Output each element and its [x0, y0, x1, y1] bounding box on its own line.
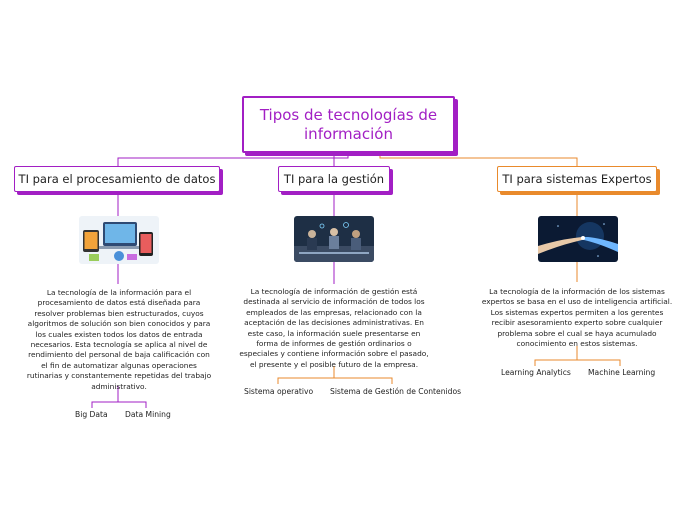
- branch-expert[interactable]: [497, 166, 657, 192]
- description-management: La tecnología de información de gestión está destinada al servicio de información de todos los empleados de las empresas, relacionado con la aceptación de las decisiones administrativas. En este caso, la información suele presentarse en forma de informes de gestión ordinarios o especiales y contiene información sobre el pasado, el presente y el posible futuro de la empresa.: [239, 287, 429, 369]
- leaf-sistema-operativo[interactable]: Sistema operativo: [244, 387, 314, 396]
- ai-hand-photo: [538, 216, 618, 262]
- leaf-learning-analytics[interactable]: Learning Analytics: [501, 368, 571, 377]
- branch-processing-title: TI para el procesamiento de datos: [18, 172, 216, 186]
- connector-root-b1: [118, 153, 348, 166]
- data-devices-illustration: [79, 216, 159, 264]
- description-expert: La tecnología de la información de los sistemas expertos se basa en el uso de inteligencia artificial. Los sistemas expertos permiten a los gerentes recibir asesoramiento experto sobre cualquier problema sobre el cual se haya acumulado conocimiento en estos sistemas.: [481, 287, 673, 349]
- connector-root-b3: [380, 153, 577, 166]
- root-title: Tipos de tecnologías de información: [259, 105, 438, 143]
- leaf-machine-learning[interactable]: Machine Learning: [588, 368, 656, 377]
- branch-management[interactable]: [278, 166, 390, 192]
- branch-processing[interactable]: [14, 166, 220, 192]
- root-node[interactable]: [242, 96, 455, 153]
- leaf-big-data[interactable]: Big Data: [75, 410, 108, 419]
- branch-expert-title: TI para sistemas Expertos: [502, 172, 652, 186]
- description-processing: La tecnología de la información para el procesamiento de datos está diseñada para resolver problemas bien estructurados, cuyos algoritmos de solución son bien conocidos y para los cuales existen todos los datos de entrada necesarios. Esta tecnología se aplica al nivel de rendimiento del personal de baja calificación con el fin de automatizar algunas operaciones rutinarias y constantemente repetidas del trabajo administrativo.: [26, 288, 212, 391]
- business-meeting-photo: [294, 216, 374, 262]
- branch-management-title: TI para la gestión: [283, 172, 385, 186]
- leaf-data-mining[interactable]: Data Mining: [125, 410, 171, 419]
- leaf-gestion-contenidos[interactable]: Sistema de Gestión de Contenidos: [330, 387, 462, 396]
